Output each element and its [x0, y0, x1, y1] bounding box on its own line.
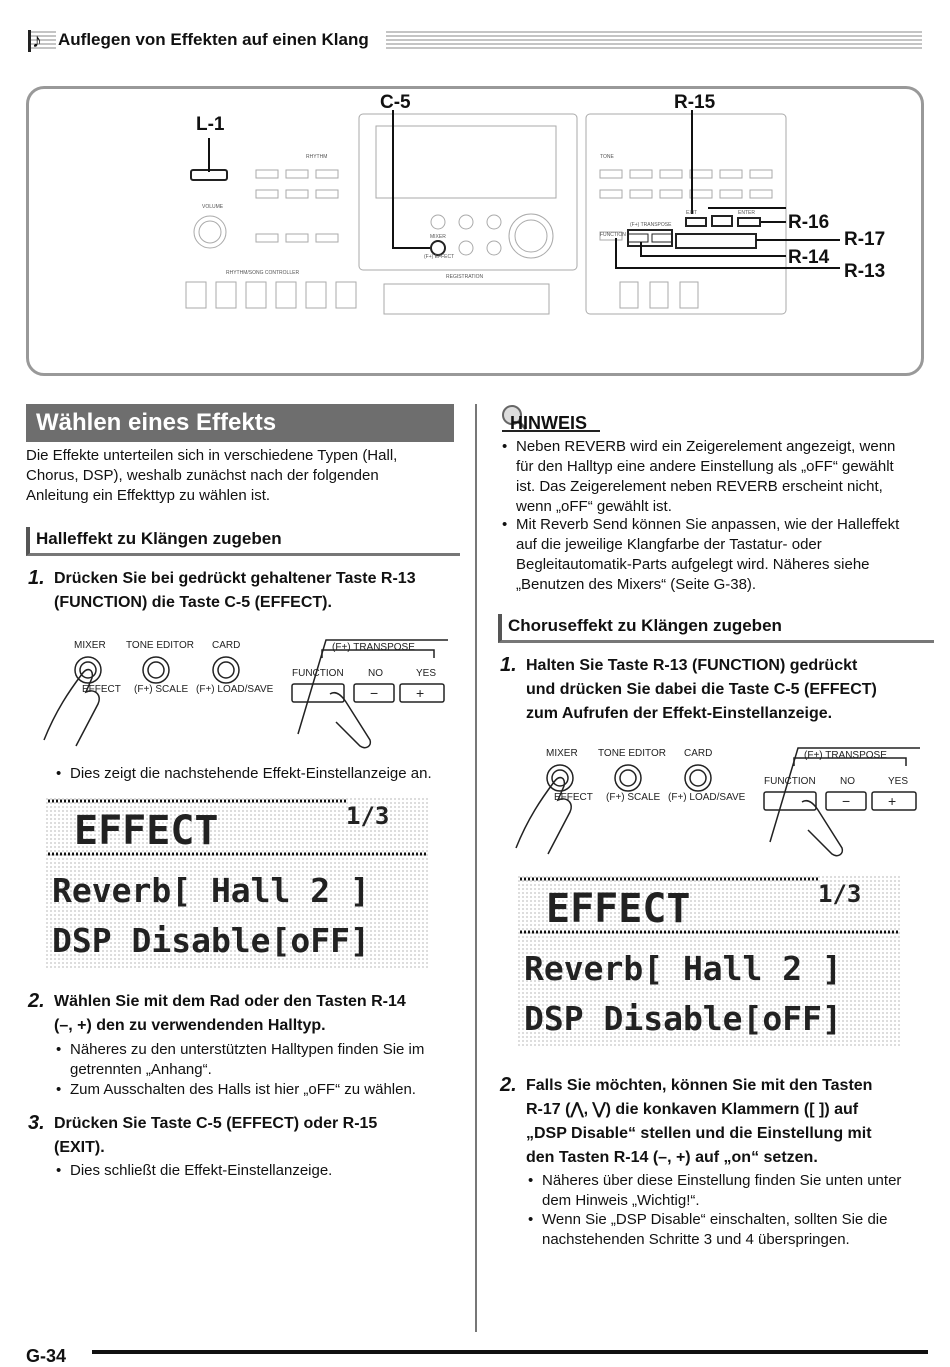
rhythm-panel-label: RHYTHM — [306, 154, 328, 160]
lcd-page: 1/3 — [818, 880, 862, 908]
function-label: FUNCTION — [600, 232, 626, 238]
footer-rule — [92, 1350, 928, 1354]
step-number: 3. — [28, 1112, 45, 1134]
card-label: CARD — [684, 748, 713, 759]
scale-label: (F+) SCALE — [606, 792, 661, 803]
callout-r13: R-13 — [844, 261, 886, 282]
lcd-line2: Reverb[ Hall 2 ] — [52, 871, 370, 910]
section-title: Wählen eines Effekts — [26, 404, 454, 442]
transpose-label: (F+) TRANSPOSE — [630, 222, 672, 228]
function-label: FUNCTION — [292, 668, 344, 679]
callout-l1: L-1 — [196, 114, 225, 135]
callout-r17: R-17 — [844, 229, 886, 250]
callout-c5: C-5 — [380, 92, 411, 113]
lcd-line1: EFFECT — [74, 808, 219, 854]
scale-label: (F+) SCALE — [134, 684, 189, 695]
minus-label: − — [842, 793, 851, 809]
card-label: CARD — [212, 640, 241, 651]
volume-label: VOLUME — [202, 204, 224, 210]
step-number: 2. — [500, 1074, 517, 1096]
music-note-icon: ♪ — [32, 30, 42, 52]
step3-bullet: • Dies schließt die Effekt-Einstellanzeige. — [70, 1161, 332, 1181]
no-label: NO — [368, 668, 383, 679]
registration-label: REGISTRATION — [446, 274, 484, 280]
hinweis-badge — [500, 403, 610, 438]
subhead-reverb: Halleffekt zu Klängen zugeben — [26, 527, 460, 556]
mixer-label: MIXER — [74, 640, 106, 651]
step-number: 2. — [28, 990, 45, 1012]
step3-text: Drücken Sie Taste C-5 (EFFECT) oder R-15 (EXIT). — [54, 1115, 378, 1156]
step1-text: Drücken Sie bei gedrückt gehaltener Taste R-13 (FUNCTION) die Taste C-5 (EFFECT). — [54, 570, 416, 611]
lcd-line1: EFFECT — [546, 886, 691, 932]
step2-bullet-1: • Näheres zu den unterstützten Halltypen finden Sie im getrennten „Anhang“. — [70, 1040, 424, 1080]
mixer-label: MIXER — [546, 748, 578, 759]
lcd-display — [46, 798, 430, 968]
column-divider — [475, 404, 477, 1332]
subhead-chorus: Choruseffekt zu Klängen zugeben — [498, 614, 934, 643]
intro-paragraph: Die Effekte unterteilen sich in verschiedene Typen (Hall, Chorus, DSP), weshalb zunächst nach der folgenden Anleitung ein Effekttyp zu wählen ist. — [26, 447, 398, 504]
minus-label: − — [370, 685, 379, 701]
lcd-line3: DSP Disable[oFF] — [52, 921, 370, 960]
plus-label: + — [888, 793, 897, 809]
controller-label: RHYTHM/SONG CONTROLLER — [226, 270, 300, 276]
transpose-label: (F+) TRANSPOSE — [332, 642, 415, 653]
lcd-line3: DSP Disable[oFF] — [524, 999, 842, 1038]
button-press-illustration — [36, 630, 456, 756]
step1-bullet: • Dies zeigt die nachstehende Effekt-Einstellanzeige an. — [70, 764, 432, 784]
step2-bullet-2: • Zum Ausschalten des Halls ist hier „oFF“ zu wählen. — [70, 1080, 416, 1100]
effect-label: EFFECT — [82, 684, 121, 695]
mixer-label: MIXER — [430, 234, 446, 240]
transpose-label: (F+) TRANSPOSE — [804, 750, 887, 761]
page-number: G-34 — [26, 1346, 67, 1366]
lcd-line2: Reverb[ Hall 2 ] — [524, 949, 842, 988]
step2-bullet-2: • Wenn Sie „DSP Disable“ einschalten, sollten Sie die nachstehenden Schritte 3 und 4 überspringen. — [542, 1210, 887, 1250]
step2-bullet-1: • Näheres über diese Einstellung finden Sie unten unter dem Hinweis „Wichtig!“. — [542, 1171, 901, 1211]
load-save-label: (F+) LOAD/SAVE — [196, 684, 274, 695]
load-save-label: (F+) LOAD/SAVE — [668, 792, 746, 803]
plus-label: + — [416, 685, 425, 701]
exit-label: EXIT — [686, 210, 698, 216]
tone-editor-label: TONE EDITOR — [598, 748, 666, 759]
step-number: 1. — [28, 567, 45, 589]
tone-editor-label: TONE EDITOR — [126, 640, 194, 651]
callout-r14: R-14 — [788, 247, 830, 268]
lcd-display — [518, 876, 902, 1046]
note-bullet-2: • Mit Reverb Send können Sie anpassen, wie der Halleffekt auf die jeweilige Klangfarbe der Tastatur- oder Begleitautomatik-Parts aufgelegt wird. Näheres siehe „Benutzen des Mixers“ (Seite G-38). — [516, 515, 899, 595]
no-label: NO — [840, 776, 855, 787]
yes-label: YES — [888, 776, 909, 787]
step2-text: Wählen Sie mit dem Rad oder den Tasten R-14 (–, +) den zu verwendenden Halltyp. — [54, 993, 406, 1034]
button-press-illustration — [508, 738, 928, 864]
yes-label: YES — [416, 668, 437, 679]
header-title: Auflegen von Effekten auf einen Klang — [58, 30, 369, 49]
enter-label: ENTER — [738, 210, 755, 216]
hinweis-label: HINWEIS — [510, 413, 588, 433]
step-number: 1. — [500, 654, 517, 676]
note-bullet-1: • Neben REVERB wird ein Zeigerelement angezeigt, wenn für den Halltyp eine andere Einstellung als „oFF“ gewählt ist. Das Zeigerelement neben REVERB erscheint nicht, wenn „oFF“ gewählt ist. — [516, 437, 895, 517]
function-label: FUNCTION — [764, 776, 816, 787]
step2-text: Falls Sie möchten, können Sie mit den Tasten R-17 (⋀, ⋁) die konkaven Klammern ([ ]) auf „DSP Disable“ stellen und die Einstellung mit den Tasten R-14 (–, +) auf „on“ setzen. — [526, 1077, 873, 1166]
effect-label: (F+) EFFECT — [424, 254, 455, 260]
tone-panel-label: TONE — [600, 154, 614, 160]
step1-text: Halten Sie Taste R-13 (FUNCTION) gedrückt und drücken Sie dabei die Taste C-5 (EFFECT) zum Aufrufen der Effekt-Einstellanzeige. — [526, 657, 877, 722]
effect-label: EFFECT — [554, 792, 593, 803]
lcd-page: 1/3 — [346, 802, 390, 830]
callout-r15: R-15 — [674, 92, 716, 113]
callout-r16: R-16 — [788, 212, 830, 233]
